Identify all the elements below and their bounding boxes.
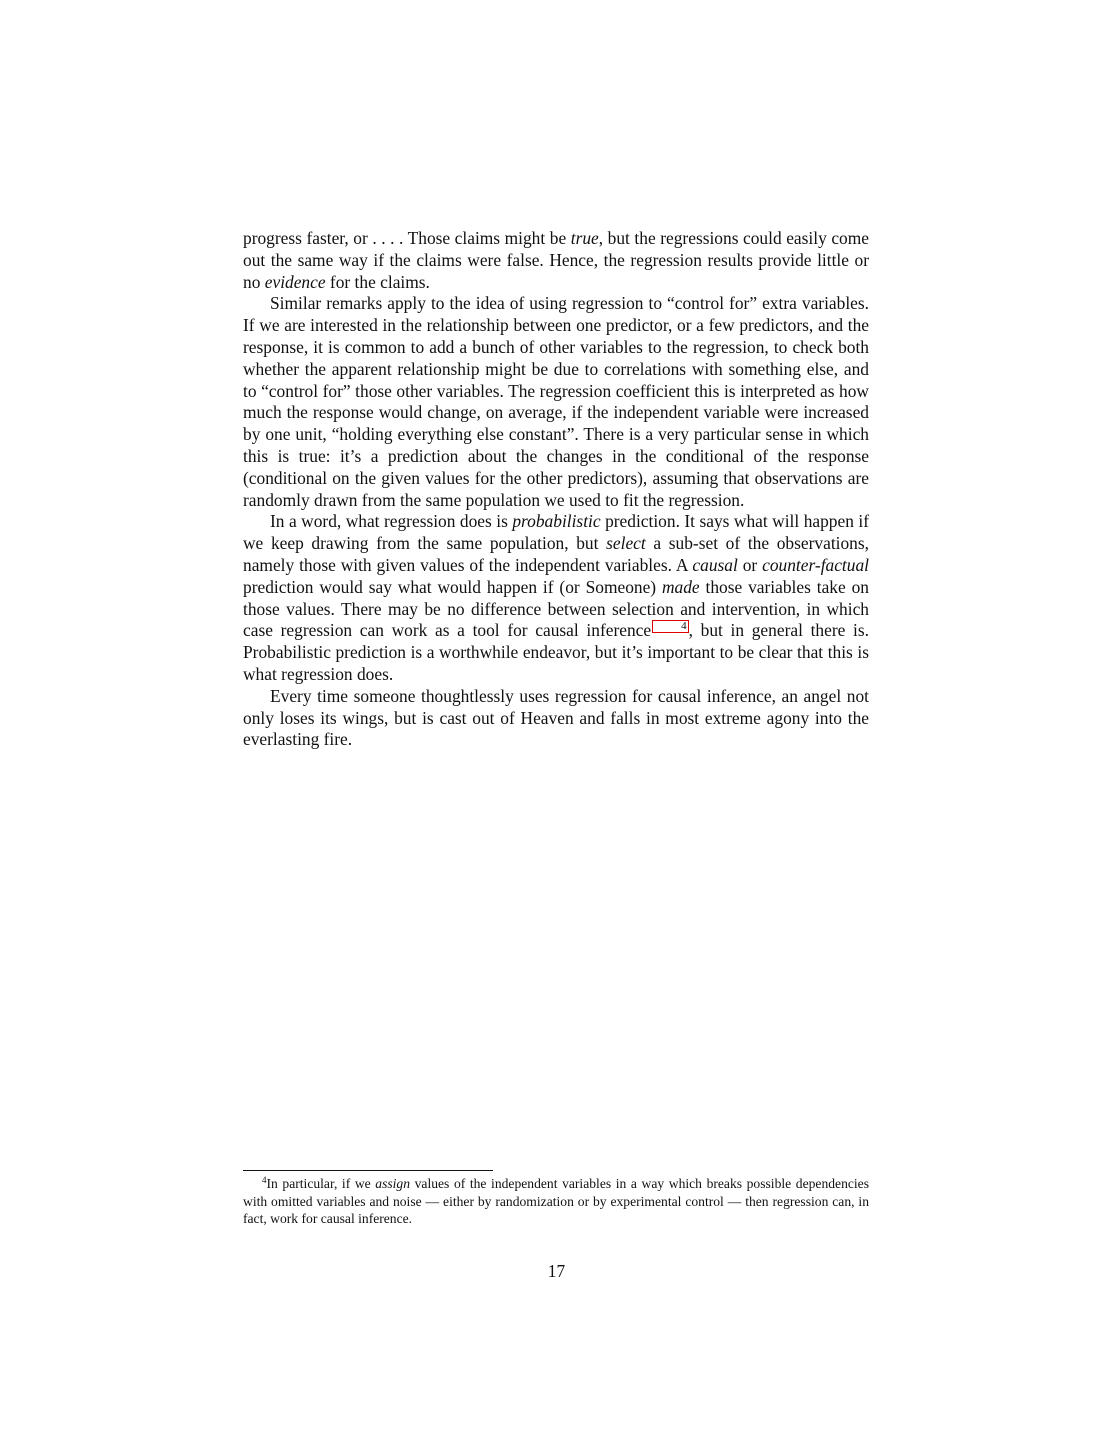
footnote: $^4$In particular, if we assign values of the independent variables in a way which breaks possible dependencies with omitted variables and noise — either by randomization or by experimental control — then regression can, in fact, work for causal inference. — [243, 1175, 869, 1226]
footnote-reference-link[interactable]: 4 — [652, 620, 689, 633]
paragraph-4: Every time someone thoughtlessly uses regression for causal inference, an angel not only loses its wings, but is cast out of Heaven and falls in most extreme agony into the everlasting fire. — [243, 685, 869, 750]
paragraph-3: In a word, what regression does is probabilistic prediction. It says what will happen if we keep drawing from the same population, but select a sub-set of the observations, namely those with given values of the independent variables. A causal or counter-factual prediction would say what would happen if (or Someone) made those variables take on those values. There may be no difference between selection and intervention, in which case regression can work as a tool for causal inference 4 , but in general there is. Probabilistic prediction is a worthwhile endeavor, but it’s important to be clear that this is what regression does. — [243, 511, 870, 684]
footnote-divider — [243, 1170, 493, 1171]
body-text — [243, 228, 869, 751]
footnote-number: 4 — [262, 1175, 267, 1185]
page-number: 17 — [547, 1261, 566, 1281]
paragraph-1: progress faster, or . . . . Those claims might be true, but the regressions could easily come out the same way if the claims were false. Hence, the regression results provide little or no evidence for the claims. — [243, 228, 869, 292]
paragraph-2: Similar remarks apply to the idea of using regression to “control for” extra variables. If we are interested in the relationship between one predictor, or a few predictors, and the response, it is common to add a bunch of other variables to the regression, to check both whether the apparent relationship might be due to correlations with something else, and to “control for” those other variables. The regression coefficient this is interpreted as how much the response would change, on average, if the independent variable were increased by one unit, “holding everything else constant”. There is a very particular sense in which this is true: it’s a prediction about the changes in the conditional of the response (conditional on the given values for the other predictors), assuming that observations are randomly drawn from the same population we used to fit the regression. — [243, 293, 869, 510]
